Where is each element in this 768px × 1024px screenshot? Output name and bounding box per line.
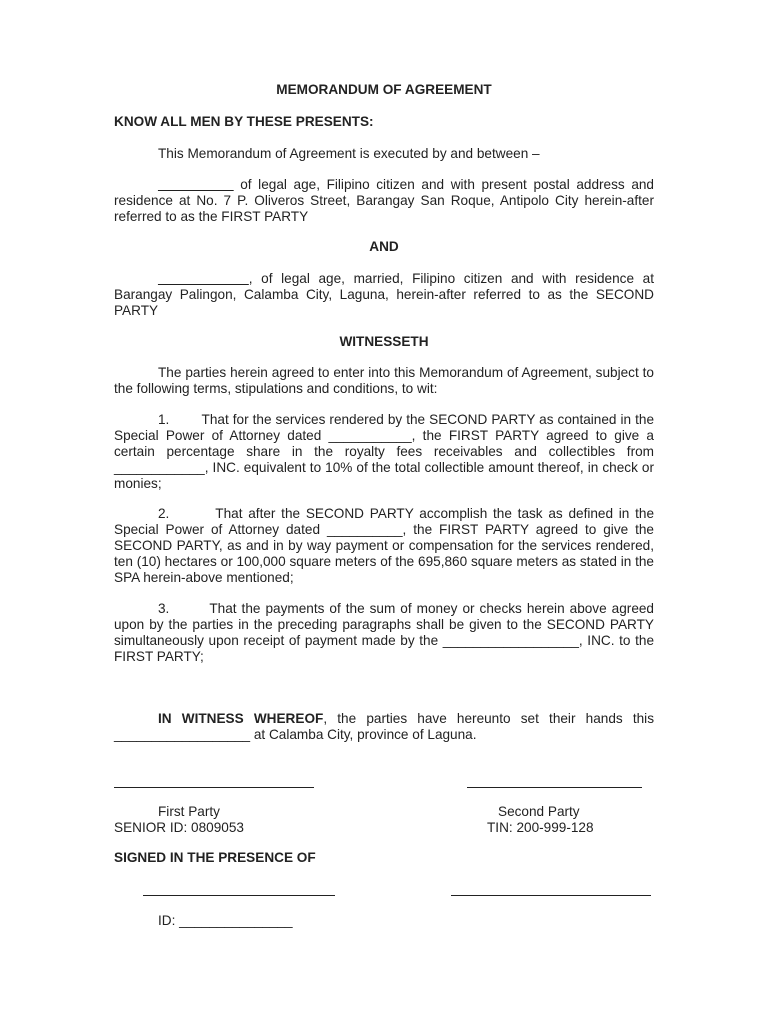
and-separator: AND	[369, 239, 399, 254]
first-party-paragraph	[114, 177, 654, 225]
first-party-label: First Party	[158, 804, 220, 819]
clause-3-number: 3.	[158, 601, 170, 616]
first-party-signature-line	[114, 787, 314, 788]
presence-heading: SIGNED IN THE PRESENCE OF	[114, 850, 316, 865]
id-field: ID: _______________	[158, 913, 293, 928]
witness-2-signature-line	[451, 895, 651, 896]
first-party-blank: __________	[158, 177, 234, 192]
first-party-text: of legal age, Filipino citizen and with present postal address and residence at No. 7 P. Oliveros Street, Barangay San Roque, Antipolo City herein-after referred to as the FIRST PARTY	[114, 177, 654, 224]
clause-2	[114, 506, 654, 586]
intro-paragraph: This Memorandum of Agreement is executed by and between –	[158, 146, 540, 161]
witnesseth-heading: WITNESSETH	[339, 334, 429, 349]
witness-heading: IN WITNESS WHEREOF	[158, 711, 324, 726]
terms-intro-paragraph: The parties herein agreed to enter into this Memorandum of Agreement, subject to the following terms, stipulations and conditions, to wit:	[114, 365, 654, 396]
second-party-signature-line	[467, 787, 642, 788]
second-party-label: Second Party	[498, 804, 580, 819]
witness-1-signature-line	[143, 895, 335, 896]
witness-text: , the parties have hereunto set their hands this __________________ at Calamba City, province of Laguna.	[114, 711, 654, 742]
second-party-blank: ____________	[158, 271, 249, 286]
clause-3-text: That the payments of the sum of money or checks herein above agreed upon by the parties in the preceding paragraphs shall be given to the SECOND PARTY simultaneously upon receipt of payment made by the __________________, INC. to the FIRST PARTY;	[114, 601, 654, 664]
clause-3	[114, 601, 654, 665]
second-party-paragraph	[114, 271, 654, 319]
opening-line: KNOW ALL MEN BY THESE PRESENTS:	[114, 114, 374, 129]
clause-1-number: 1.	[158, 412, 170, 427]
document-title: MEMORANDUM OF AGREEMENT	[276, 82, 492, 97]
witness-paragraph	[114, 711, 654, 743]
clause-1	[114, 412, 654, 492]
clause-2-number: 2.	[158, 506, 170, 521]
clause-2-text: That after the SECOND PARTY accomplish the task as defined in the Special Power of Attorney dated __________, the FIRST PARTY agreed to give the SECOND PARTY, as and in by way payment or compensation for the services rendered, ten (10) hectares or 100,000 square meters of the 695,860 square meters as stated in the SPA herein-above mentioned;	[114, 506, 655, 585]
first-party-id: SENIOR ID: 0809053	[114, 820, 244, 835]
clause-1-text: That for the services rendered by the SECOND PARTY as contained in the Special Power of Attorney dated ___________, the FIRST PARTY agreed to give a certain percentage share in the royalty fees receivables and collectibles from ____________, INC. equivalent to 10% of the total collectible amount thereof, in check or monies;	[114, 412, 655, 491]
second-party-text: , of legal age, married, Filipino citizen and with residence at Barangay Palingon, Calamba City, Laguna, herein-after referred to as the SECOND PARTY	[114, 271, 654, 318]
second-party-id: TIN: 200-999-128	[487, 820, 594, 835]
